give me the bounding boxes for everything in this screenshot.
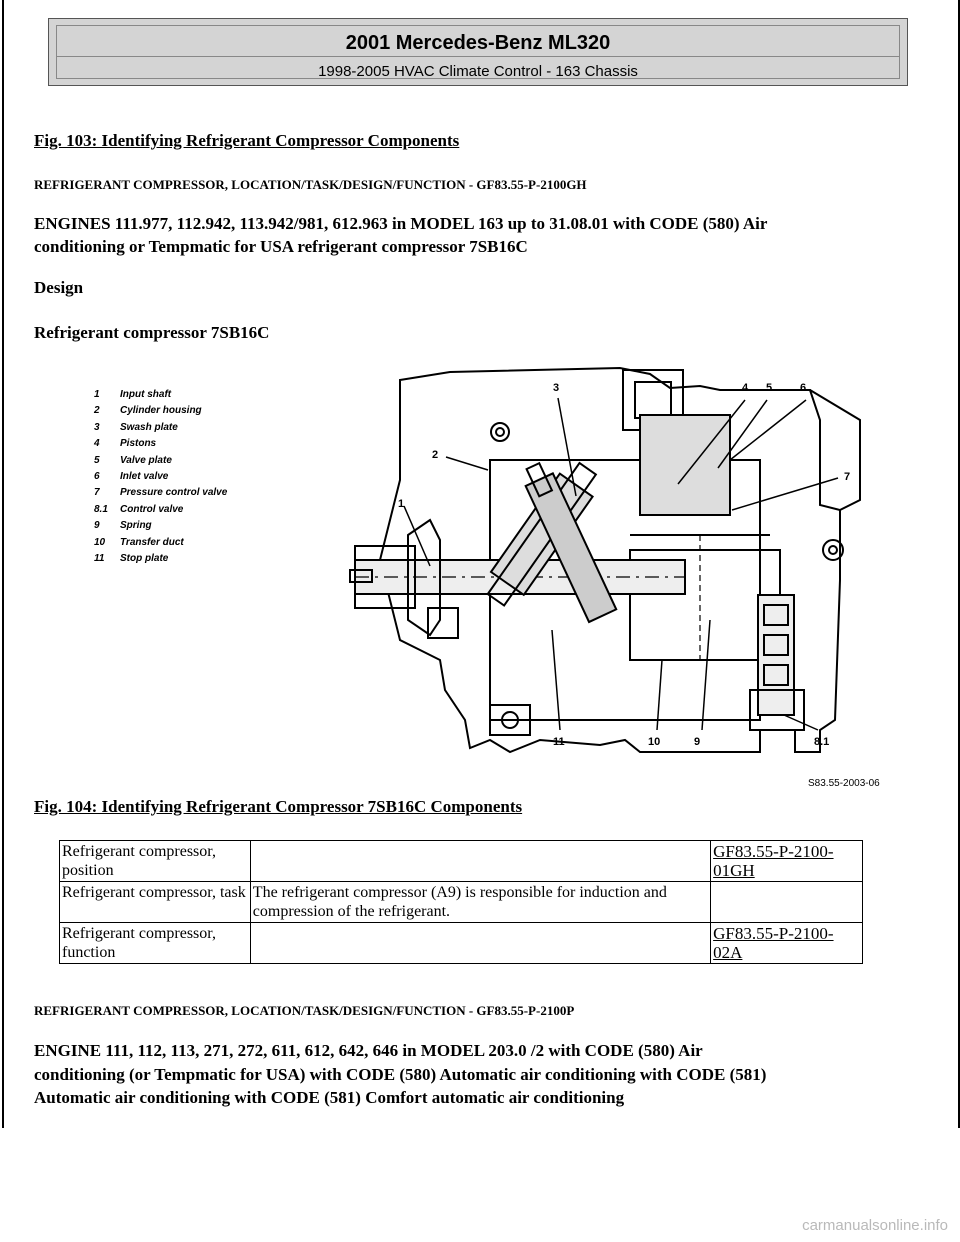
engines-line-1b: conditioning or Tempmatic for USA refrigerant compressor 7SB16C: [34, 237, 528, 256]
callout-label: 6: [800, 382, 807, 394]
callout-label: 1: [398, 498, 405, 510]
callout-label: 9: [694, 736, 701, 748]
legend-item: 6 Inlet valve: [94, 470, 169, 482]
engines-line-2a: ENGINE 111, 112, 113, 271, 272, 611, 612, 642, 646 in MODEL 203.0 /2 with CODE (580) Air: [34, 1041, 703, 1060]
reference-link[interactable]: GF83.55-P-2100-02A: [711, 923, 863, 964]
legend-item: 9 Spring: [94, 520, 152, 532]
fig-104-caption: Fig. 104: Identifying Refrigerant Compressor 7SB16C Components: [34, 797, 523, 816]
legend-item: 5 Valve plate: [94, 454, 172, 466]
fig-103-caption: Fig. 103: Identifying Refrigerant Compressor Components: [34, 131, 460, 150]
callout-label: 5: [766, 382, 773, 394]
callout-label: 10: [648, 736, 661, 748]
table-cell: The refrigerant compressor (A9) is responsible for induction and compression of the refrigerant.: [250, 882, 710, 923]
legend-item: 8.1 Control valve: [94, 503, 184, 515]
engines-line-2b: conditioning (or Tempmatic for USA) with CODE (580) Automatic air conditioning with CODE (581): [34, 1065, 767, 1084]
table-cell: Refrigerant compressor, function: [60, 923, 251, 964]
header-subtitle: 1998-2005 HVAC Climate Control - 163 Chassis: [318, 63, 638, 80]
callout-label: 4: [742, 382, 749, 394]
callout-label: 7: [844, 471, 851, 483]
table-row: [60, 923, 863, 964]
callout-label: 8.1: [814, 736, 830, 748]
legend-item: 11 Stop plate: [94, 552, 169, 564]
compressor-cutaway-diagram: [340, 360, 880, 790]
compressor-info-table: [59, 840, 863, 964]
document-header: [48, 18, 908, 86]
legend-item: 4 Pistons: [94, 438, 157, 450]
table-row: [60, 841, 863, 882]
section-heading-1: REFRIGERANT COMPRESSOR, LOCATION/TASK/DESIGN/FUNCTION - GF83.55-P-2100GH: [34, 177, 587, 192]
engines-line-2c: Automatic air conditioning with CODE (581) Comfort automatic air conditioning: [34, 1088, 625, 1107]
table-row: [60, 882, 863, 923]
design-heading: Design: [34, 278, 84, 297]
legend-item: 2 Cylinder housing: [94, 405, 202, 417]
compressor-heading: Refrigerant compressor 7SB16C: [34, 323, 270, 342]
callout-label: 2: [432, 449, 439, 461]
callout-label: 3: [553, 382, 560, 394]
table-cell: [250, 923, 710, 964]
header-title: 2001 Mercedes-Benz ML320: [345, 32, 611, 54]
table-cell: [250, 841, 710, 882]
legend-item: 10 Transfer duct: [94, 536, 184, 548]
table-cell: Refrigerant compressor, position: [60, 841, 251, 882]
figure-legend: [94, 389, 227, 569]
section-heading-2: REFRIGERANT COMPRESSOR, LOCATION/TASK/DESIGN/FUNCTION - GF83.55-P-2100P: [34, 1003, 575, 1018]
engines-line-1a: ENGINES 111.977, 112.942, 113.942/981, 612.963 in MODEL 163 up to 31.08.01 with CODE (580) Air: [34, 214, 768, 233]
legend-item: 7 Pressure control valve: [94, 487, 228, 499]
watermark: carmanualsonline.info: [802, 1217, 948, 1234]
callout-label: 11: [553, 736, 565, 748]
reference-link[interactable]: GF83.55-P-2100-01GH: [711, 841, 863, 882]
figure-code: S83.55-2003-06: [808, 778, 880, 789]
legend-item: 1 Input shaft: [94, 389, 172, 400]
table-cell: [711, 882, 863, 923]
table-cell: Refrigerant compressor, task: [60, 882, 251, 923]
legend-item: 3 Swash plate: [94, 421, 178, 433]
